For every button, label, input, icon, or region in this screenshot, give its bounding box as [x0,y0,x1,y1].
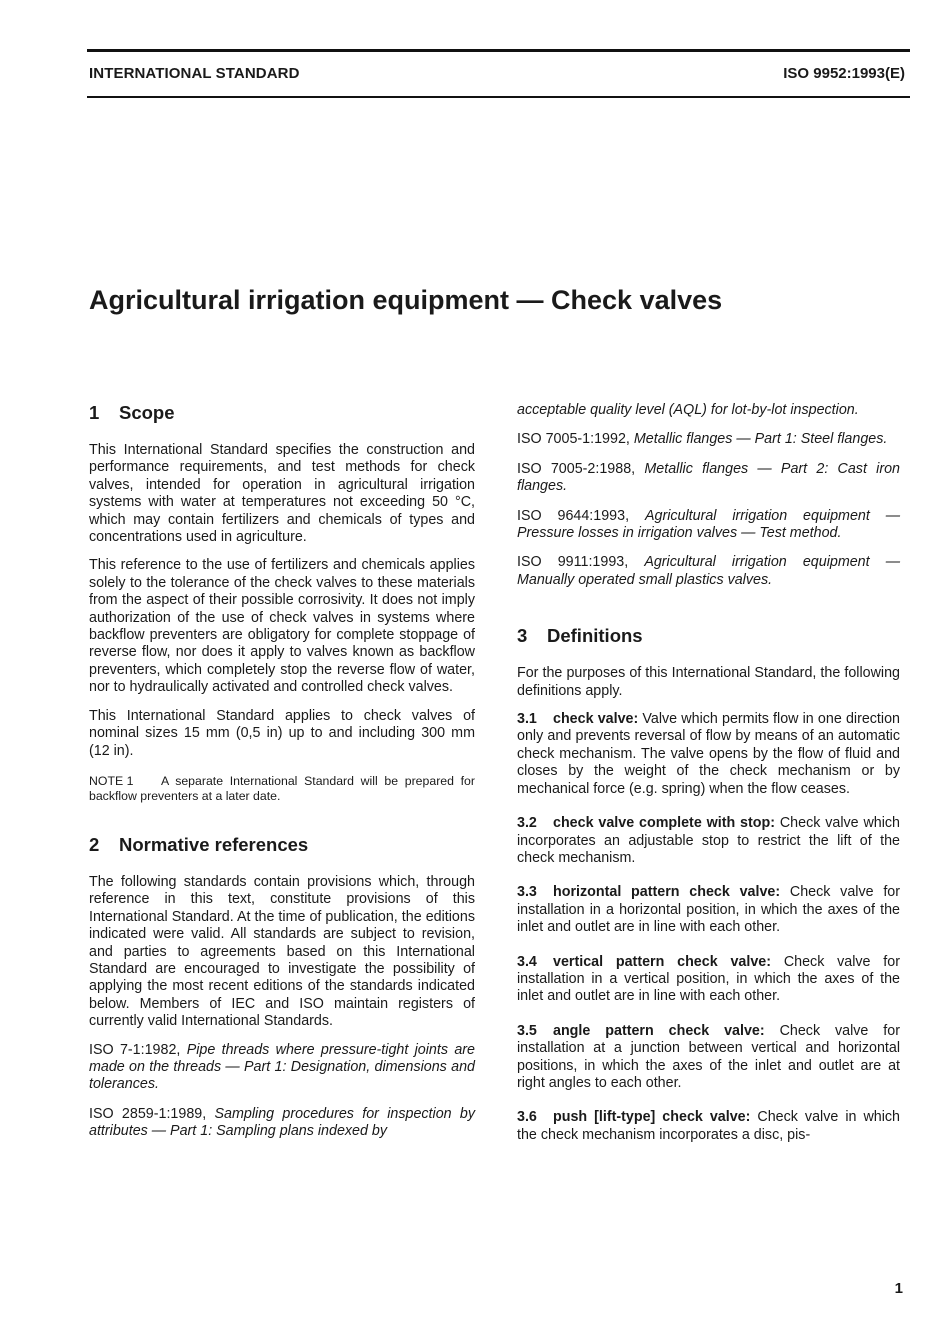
reference-item [89,1106,475,1141]
standard-type-label: INTERNATIONAL STANDARD [89,65,300,82]
reference-code: ISO 9911:1993, [517,554,629,571]
definition-text: Check valve which incorporates an adjustable stop to restrict the lift of the check mechanism. [517,815,901,866]
reference-code: ISO 7005-2:1988, [517,460,636,477]
reference-title: Sampling procedures for inspection by attributes — Part 1: Sampling plans indexed by [89,1105,475,1140]
section-title: Scope [119,402,175,423]
note-text: A separate International Standard will be prepared for backflow preventers at a later date. [89,773,475,803]
definition-term: check valve: [553,711,639,728]
reference-list-right [517,402,900,589]
section-title: Definitions [547,625,643,647]
reference-item [517,554,900,589]
header-bottom-rule [87,96,910,98]
reference-item [517,461,900,496]
definition-text: Check valve in which the check mechanism incorporates a disc, pis- [517,1109,900,1143]
definitions-intro: For the purposes of this International Standard, the following definitions apply. [517,665,900,699]
definition-term: check valve complete with stop: [553,815,775,832]
note-label: NOTE 1 [89,773,134,788]
section-normative-heading [89,834,475,856]
scope-paragraph-1: This International Standard specifies the construction and performance requirements, and test methods for check valves, intended for operation in agricultural irrigation systems with water at temperatures not exceeding 50 °C, which may contain fertilizers and chemicals of types and concentrations used in agriculture. [89,442,475,546]
definition-number: 3.2 [517,815,537,832]
right-column [517,402,900,1161]
header-top-rule [87,49,910,52]
left-column [89,402,475,1153]
document-title: Agricultural irrigation equipment — Check valves [89,285,723,315]
definition-text: Valve which permits flow in one direction only and prevents reversal of flow by means of an automatic check mechanism. The valve opens by the flow of fluid and closes by the weight of the check mechanism or by mechanical force (e.g. spring) when the flow ceases. [517,711,900,797]
definition-text: Check valve for installation in a horizontal position, in which the axes of the inlet and outlet are in line with each other. [517,884,900,936]
definition-item [517,815,900,867]
normative-intro: The following standards contain provisions which, through reference in this text, constitute provisions of this International Standard. At the time of publication, the editions indicated were valid. All standards are subject to revision, and parties to agreements based on this International Standard are encouraged to investigate the possibility of applying the most recent editions of the standards indicated below. Members of IEC and ISO maintain registers of currently valid International Standards. [89,873,475,1030]
reference-title: Pipe threads where pressure-tight joints are made on the threads — Part 1: Designation, dimensions and tolerances. [89,1041,475,1093]
definition-item [517,1109,900,1144]
section-scope-heading [89,402,475,424]
definition-term: horizontal pattern check valve: [553,884,781,901]
definition-item [517,1023,900,1093]
definitions-list [517,711,900,1144]
definition-number: 3.6 [517,1109,537,1126]
reference-item [517,431,900,448]
definition-term: push [lift-type] check valve: [553,1109,751,1126]
definition-number: 3.5 [517,1022,537,1039]
reference-title: Metallic flanges — Part 2: Cast iron flanges. [517,460,900,495]
note-1 [89,774,475,804]
reference-code: ISO 2859-1:1989, [89,1105,207,1122]
definition-term: vertical pattern check valve: [553,953,771,970]
section-number: 1 [89,402,100,423]
reference-item [89,1042,475,1094]
reference-title: Metallic flanges — Part 1: Steel flanges. [633,431,888,448]
reference-code: ISO 9644:1993, [517,507,630,524]
definition-item [517,884,900,936]
reference-title: Agricultural irrigation equipment — Pressure losses in irrigation valves — Test method. [517,507,900,542]
scope-paragraph-2: This reference to the use of fertilizers and chemicals applies solely to the tolerance of the check valves to these materials from the aspect of their possible corrosivity. It does not imply authorization of the use of check valves in systems where backflow preventers are obligatory for complete stoppage of reverse flow, nor does it apply to valves known as backflow preventers, which completely stop the reverse flow of water, nor to hydraulically activated and controlled check valves. [89,557,475,696]
reference-title: Agricultural irrigation equipment — Manually operated small plastics valves. [517,554,900,588]
definition-item [517,954,900,1006]
standard-number: ISO 9952:1993(E) [783,65,905,82]
definition-term: angle pattern check valve: [553,1022,765,1039]
reference-title: acceptable quality level (AQL) for lot-by-lot inspection. [517,402,859,418]
definition-number: 3.1 [517,711,537,728]
reference-list-left [89,1042,475,1141]
scope-paragraph-3: This International Standard applies to check valves of nominal sizes 15 mm (0,5 in) up to and including 300 mm (12 in). [89,707,475,759]
definition-text: Check valve for installation in a vertical position, in which the axes of the inlet and outlet are in line with each other. [517,953,900,1005]
definition-item [517,711,900,798]
section-number: 2 [89,833,100,855]
reference-code: ISO 7-1:1982, [89,1041,181,1058]
section-title: Normative references [119,833,309,855]
definition-number: 3.4 [517,953,537,970]
definition-text: Check valve for installation at a junction between vertical and horizontal positions, in which the axes of the inlet and outlet are at right angles to each other. [517,1022,900,1091]
section-definitions-heading [517,625,900,647]
reference-item [517,508,900,543]
definition-number: 3.3 [517,884,537,901]
page-number: 1 [894,1280,903,1297]
section-number: 3 [517,625,528,647]
reference-code: ISO 7005-1:1992, [517,431,630,448]
reference-item-continued [517,402,900,419]
